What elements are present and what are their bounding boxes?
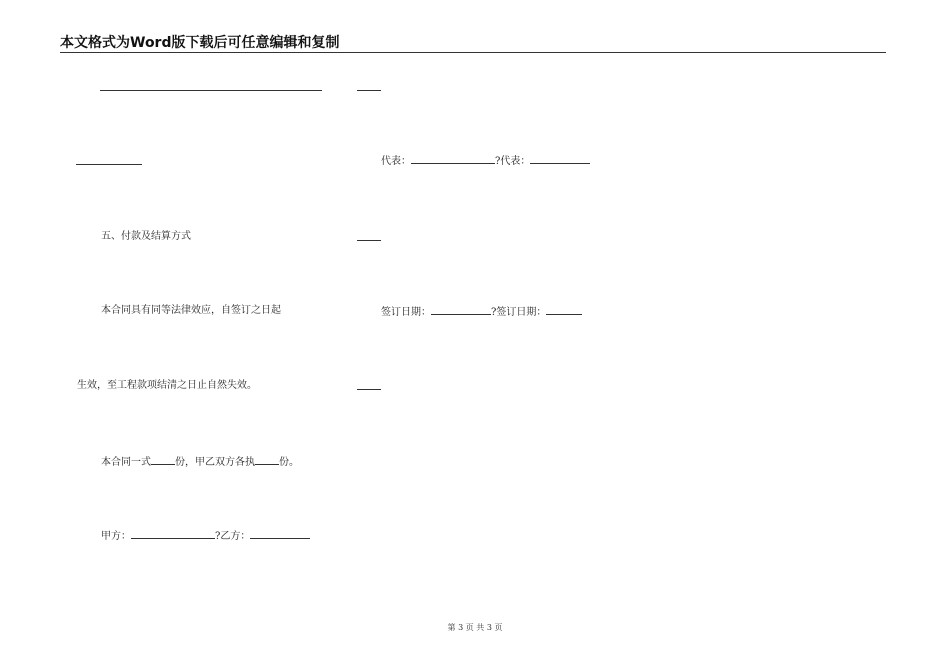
rep-b-blank <box>530 154 590 164</box>
header-title: 本文格式为Word版下载后可任意编辑和复制 <box>60 35 340 51</box>
page-total: 3 <box>486 623 492 632</box>
page-header <box>60 34 886 53</box>
copies-total-blank <box>151 455 175 465</box>
blank-line-top <box>100 90 322 91</box>
contract-effect-line-1: 本合同具有同等法律效应，自签订之日起 <box>101 305 281 316</box>
page-footer <box>0 622 950 633</box>
party-a-blank <box>131 529 215 539</box>
representatives-line <box>381 154 590 168</box>
page-middle: 页 共 <box>465 623 485 632</box>
right-blank-line-2 <box>357 240 381 241</box>
page-current: 3 <box>458 623 464 632</box>
signing-dates-line <box>381 305 582 319</box>
contract-effect-line-2: 生效，至工程款项结清之日止自然失效。 <box>77 380 257 391</box>
date-a-label: 签订日期： <box>381 307 431 318</box>
page-suffix: 页 <box>494 623 503 632</box>
copies-prefix: 本合同一式 <box>101 457 151 468</box>
party-a-label: 甲方： <box>101 531 131 542</box>
right-blank-line-3 <box>357 389 381 390</box>
party-b-blank <box>250 529 310 539</box>
right-blank-line-1 <box>357 90 381 91</box>
date-a-blank <box>431 305 491 315</box>
date-b-blank <box>546 305 582 315</box>
parties-signature-line <box>101 529 310 543</box>
copies-each-blank <box>255 455 279 465</box>
section-title-payment: 五、付款及结算方式 <box>101 231 191 242</box>
copies-suffix: 份。 <box>279 457 299 468</box>
page-prefix: 第 <box>447 623 456 632</box>
contract-copies-line <box>101 455 299 469</box>
rep-a-label: 代表： <box>381 156 411 167</box>
date-b-label: ?签订日期： <box>491 307 547 318</box>
copies-middle: 份，甲乙双方各执 <box>175 457 255 468</box>
blank-line-short <box>76 164 142 165</box>
rep-b-label: ?代表： <box>495 156 531 167</box>
rep-a-blank <box>411 154 495 164</box>
party-b-label: ?乙方： <box>215 531 251 542</box>
